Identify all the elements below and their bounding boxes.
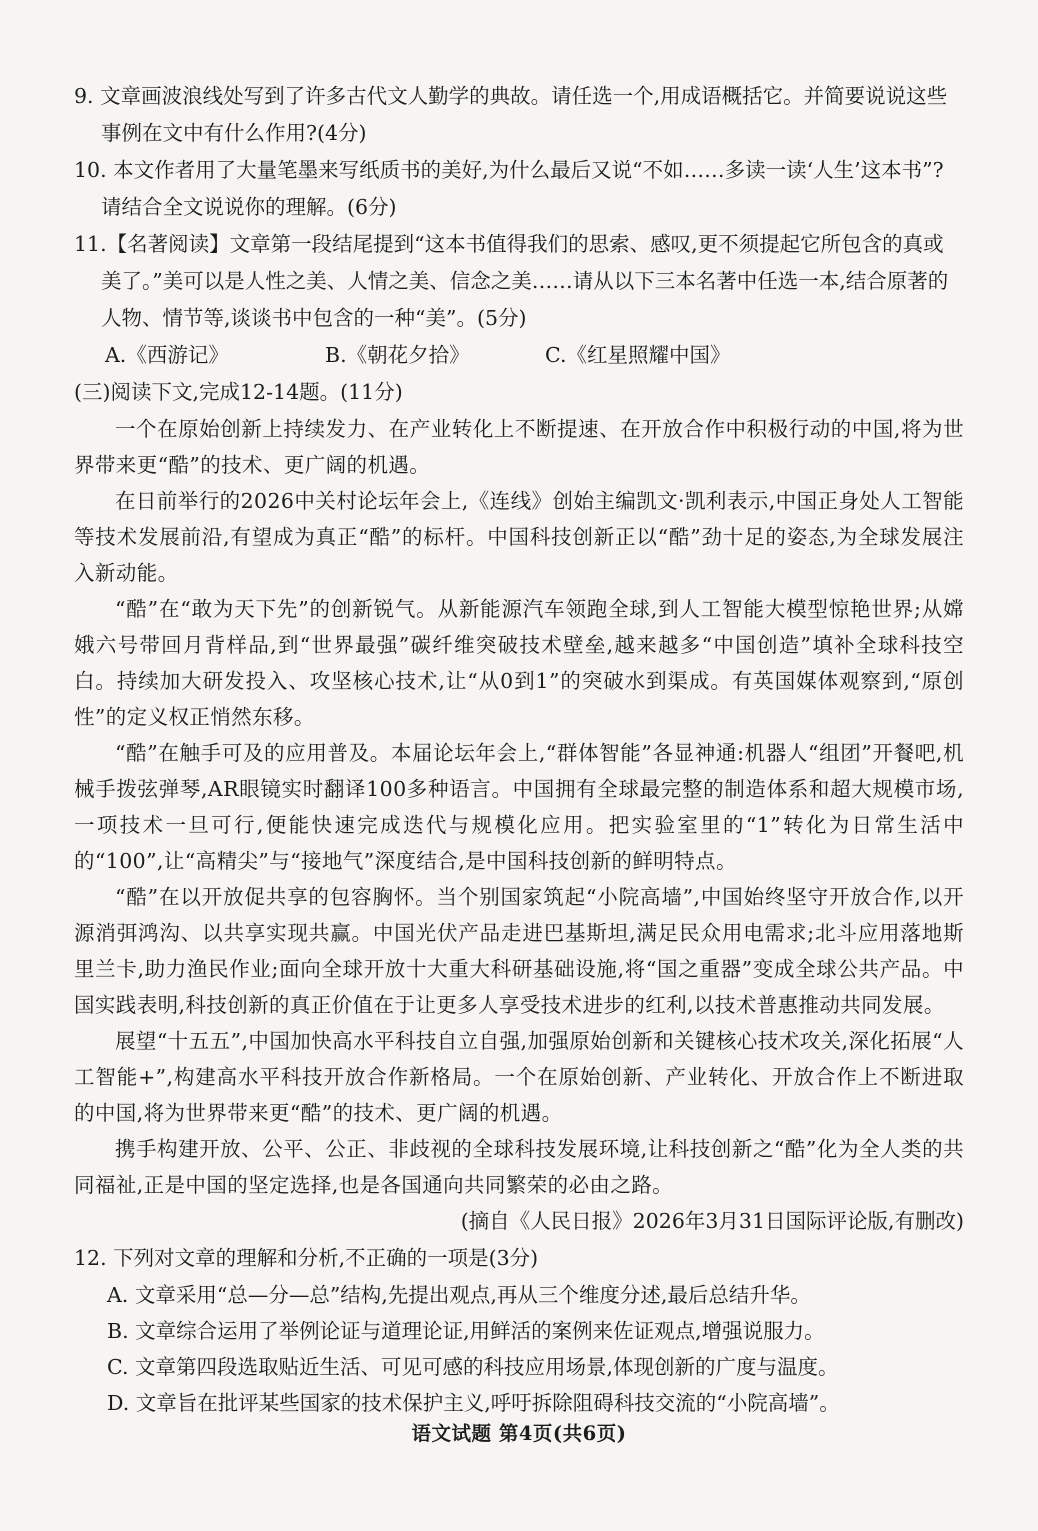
option-c: C.《红星照耀中国》 (545, 343, 731, 367)
question-12: 12. 下列对文章的理解和分析,不正确的一项是(3分) (74, 1246, 539, 1270)
article-paragraph: 展望“十五五”,中国加快高水平科技自立自强,加强原始创新和关键核心技术攻关,深化拓展“人工智能+”,构建高水平科技开放合作新格局。一个在原始创新、产业转化、开放合作上不断进取的中国,将为世界带来更“酷”的技术、更广阔的机遇。 (74, 1029, 964, 1125)
article-paragraph: “酷”在“敢为天下先”的创新锐气。从新能源汽车领跑全球,到人工智能大模型惊艳世界;从嫦娥六号带回月背样品,到“世界最强”碳纤维突破技术壁垒,越来越多“中国创造”填补全球科技空白。持续加大研发投入、攻坚核心技术,让“从0到1”的突破水到渠成。有英国媒体观察到,“原创性”的定义权正悄然东移。 (74, 597, 964, 729)
page-footer: 语文试题 第4页(共6页) (411, 1422, 627, 1445)
choice-d: D. 文章旨在批评某些国家的技术保护主义,呼吁拆除阻碍科技交流的“小院高墙”。 (107, 1391, 840, 1415)
article-source: (摘自《人民日报》2026年3月31日国际评论版,有删改) (460, 1209, 964, 1233)
article-paragraph: “酷”在触手可及的应用普及。本届论坛年会上,“群体智能”各显神通:机器人“组团”开餐吧,机械手拨弦弹琴,AR眼镜实时翻译100多种语言。中国拥有全球最完整的制造体系和超大规模市场,一项技术一旦可行,便能快速完成迭代与规模化应用。把实验室里的“1”转化为日常生活中的“100”,让“高精尖”与“接地气”深度结合,是中国科技创新的鲜明特点。 (74, 741, 964, 873)
question-9: 9. 文章画波浪线处写到了许多古代文人勤学的典故。请任选一个,用成语概括它。并简要说说这些事例在文中有什么作用?(4分) (74, 84, 948, 145)
section-3-heading: (三)阅读下文,完成12-14题。(11分) (74, 380, 403, 404)
choice-b: B. 文章综合运用了举例论证与道理论证,用鲜活的案例来佐证观点,增强说服力。 (107, 1319, 825, 1343)
article-body (74, 411, 964, 1203)
option-a: A.《西游记》 (105, 343, 229, 367)
question-10: 10. 本文作者用了大量笔墨来写纸质书的美好,为什么最后又说“不如……多读一读‘人生’这本书”?请结合全文说说你的理解。(6分) (74, 158, 944, 219)
article-paragraph: 在日前举行的2026中关村论坛年会上,《连线》创始主编凯文·凯利表示,中国正身处人工智能等技术发展前沿,有望成为真正“酷”的标杆。中国科技创新正以“酷”劲十足的姿态,为全球发展注入新动能。 (74, 489, 964, 585)
choice-a: A. 文章采用“总—分—总”结构,先提出观点,再从三个维度分述,最后总结升华。 (107, 1283, 811, 1307)
article-paragraph: “酷”在以开放促共享的包容胸怀。当个别国家筑起“小院高墙”,中国始终坚守开放合作,以开源消弭鸿沟、以共享实现共赢。中国光伏产品走进巴基斯坦,满足民众用电需求;北斗应用落地斯里兰卡,助力渔民作业;面向全球开放十大重大科研基础设施,将“国之重器”变成全球公共产品。中国实践表明,科技创新的真正价值在于让更多人享受技术进步的红利,以技术普惠推动共同发展。 (74, 885, 964, 1017)
article-paragraph: 一个在原始创新上持续发力、在产业转化上不断提速、在开放合作中积极行动的中国,将为世界带来更“酷”的技术、更广阔的机遇。 (74, 417, 964, 477)
option-b: B.《朝花夕拾》 (325, 343, 470, 367)
question-11-options (74, 337, 964, 374)
article-paragraph: 携手构建开放、公平、公正、非歧视的全球科技发展环境,让科技创新之“酷”化为全人类的共同福祉,正是中国的坚定选择,也是各国通向共同繁荣的必由之路。 (74, 1137, 964, 1197)
choice-c: C. 文章第四段选取贴近生活、可见可感的科技应用场景,体现创新的广度与温度。 (107, 1355, 839, 1379)
question-11: 11.【名著阅读】文章第一段结尾提到“这本书值得我们的思索、感叹,更不须提起它所包含的真或美了。”美可以是人性之美、人情之美、信念之美……请从以下三本名著中任选一本,结合原著的人物、情节等,谈谈书中包含的一种“美”。(5分) (74, 232, 949, 330)
